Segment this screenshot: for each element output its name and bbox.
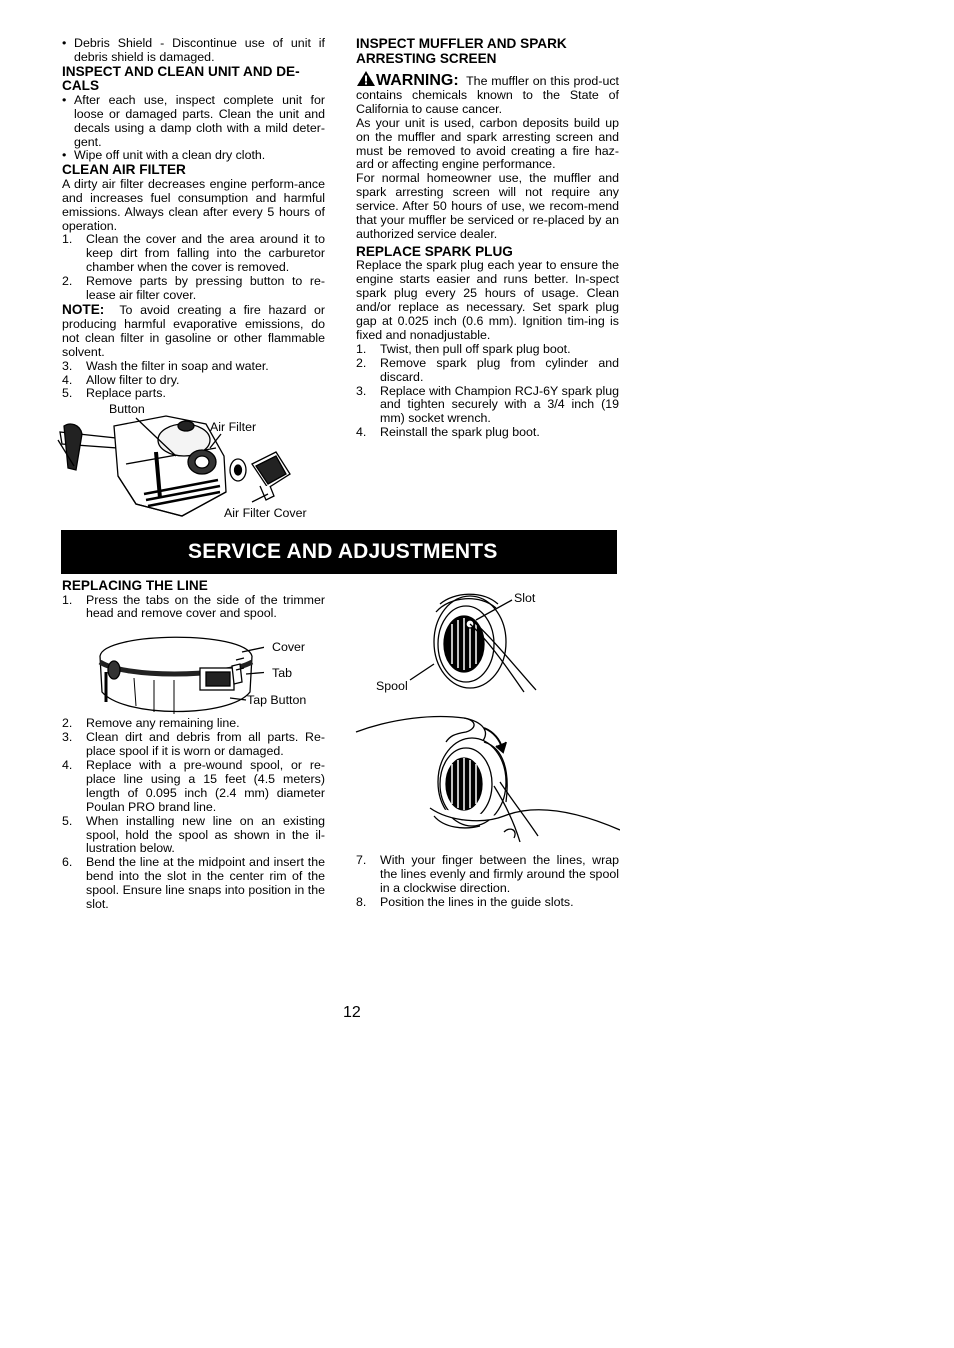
muffler-paragraph-2: For normal homeowner use, the muffler and spark arresting screen will not require any service. After 50 hours of use, we recom-mend that your muffler be serviced or re-placed by an authorized service dealer. <box>356 171 619 241</box>
section-banner <box>61 530 617 574</box>
warning-label: WARNING: <box>376 72 459 89</box>
air-filter-note: NOTE: To avoid creating a fire hazard or producing harmful evaporative emissions, do not clean filter in gasoline or other flammable solvent. <box>62 302 325 359</box>
line-step-8: 8. Position the lines in the guide slots. <box>356 894 574 909</box>
spool-label: Spool <box>376 679 408 693</box>
tab-label: Tab <box>272 666 292 680</box>
tap-button-label: Tap Button <box>247 693 307 707</box>
air-filter-step-3: 3. Wash the filter in soap and water. <box>62 358 269 373</box>
line-step-1: 1. Press the tabs on the side of the trimmer head and remove cover and spool. <box>62 592 325 621</box>
inspect-bullet-1: • After each use, inspect complete unit for loose or damaged parts. Clean the unit and decals using a damp cloth with a mild deter-gent. <box>62 92 325 149</box>
air-filter-step-2: 2. Remove parts by pressing button to re-lease air filter cover. <box>62 274 325 303</box>
line-step-6: 6. Bend the line at the midpoint and insert the bend into the slot in the center rim of the spool. Ensure line snaps into position in the slot. <box>62 855 325 912</box>
cover-label: Cover <box>272 640 306 654</box>
slot-label: Slot <box>514 591 536 605</box>
inspect-clean-heading: INSPECT AND CLEAN UNIT AND DE-CALS <box>62 63 300 94</box>
replace-spark-plug-heading: REPLACE SPARK PLUG <box>356 243 513 259</box>
debris-shield-bullet: • Debris Shield - Discontinue use of unit if debris shield is damaged. <box>62 36 325 64</box>
button-label: Button <box>109 402 145 416</box>
warning-paragraph: WARNING: The muffler on this prod-uct contains chemicals known to the State of California to cause cancer. <box>356 72 619 116</box>
replacing-line-heading: REPLACING THE LINE <box>62 578 208 593</box>
air-filter-step-5: 5. Replace parts. <box>62 386 166 401</box>
air-filter-label: Air Filter <box>210 420 257 434</box>
spark-step-2: 2. Remove spark plug from cylinder and discard. <box>356 355 619 384</box>
note-label: NOTE: <box>62 302 105 317</box>
spark-step-3: 3. Replace with Champion RCJ-6Y spark plug and tighten securely with a 3/4 inch (19 mm) socket wrench. <box>356 383 619 426</box>
inspect-muffler-heading: INSPECT MUFFLER AND SPARK ARRESTING SCREEN <box>356 36 567 66</box>
section-title: SERVICE AND ADJUSTMENTS <box>188 540 498 563</box>
warning-triangle-icon <box>356 70 376 87</box>
left-column-top <box>62 37 325 401</box>
air-filter-step-4: 4. Allow filter to dry. <box>62 372 180 387</box>
spark-plug-paragraph: Replace the spark plug each year to ensure the engine starts easier and runs better. In-spect spark plug every 25 hours of usage. Clean and/or replace as necessary. Set spark plug gap at 0.025 inch (0.6 mm). Ignition tim-ing is fixed and nonadjustable. <box>356 258 619 342</box>
air-filter-intro: A dirty air filter decreases engine perform-ance and increases fuel consumption and harmful emissions. Always clean after every 5 hours of operation. <box>62 176 325 233</box>
right-column-bottom <box>356 854 619 910</box>
air-filter-cover-label: Air Filter Cover <box>224 506 307 520</box>
line-step-3: 3. Clean dirt and debris from all parts. Re-place spool if it is worn or damaged. <box>62 730 325 759</box>
line-step-7: 7. With your finger between the lines, wrap the lines evenly and firmly around the spool in a clockwise direction. <box>356 853 619 895</box>
right-column-top <box>356 37 619 440</box>
page-number: 12 <box>343 1004 361 1021</box>
spool-slot-illustration <box>400 592 550 694</box>
trimmer-head-illustration <box>94 622 264 718</box>
winding-line-illustration <box>354 712 620 850</box>
line-step-5: 5. When installing new line on an existing spool, hold the spool as shown in the il-lustration below. <box>62 813 325 856</box>
line-step-4: 4. Replace with a pre-wound spool, or re-place line using a 15 feet (4.5 meters) length of 0.095 inch (2.4 mm) diameter Poulan PRO brand line. <box>62 758 325 814</box>
inspect-bullet-2: • Wipe off unit with a clean dry cloth. <box>62 148 266 163</box>
spark-step-1: 1. Twist, then pull off spark plug boot. <box>356 341 571 356</box>
clean-air-filter-heading: CLEAN AIR FILTER <box>62 162 186 178</box>
air-filter-step-1: 1. Clean the cover and the area around it to keep dirt from falling into the carburetor chamber when the cover is removed. <box>62 232 325 275</box>
spark-step-4: 4. Reinstall the spark plug boot. <box>356 425 540 440</box>
muffler-paragraph-1: As your unit is used, carbon deposits build up on the muffler and spark arresting screen and must be removed to avoid creating a fire haz-ard or affecting engine performance. <box>356 115 619 172</box>
line-step-2: 2. Remove any remaining line. <box>62 716 240 731</box>
